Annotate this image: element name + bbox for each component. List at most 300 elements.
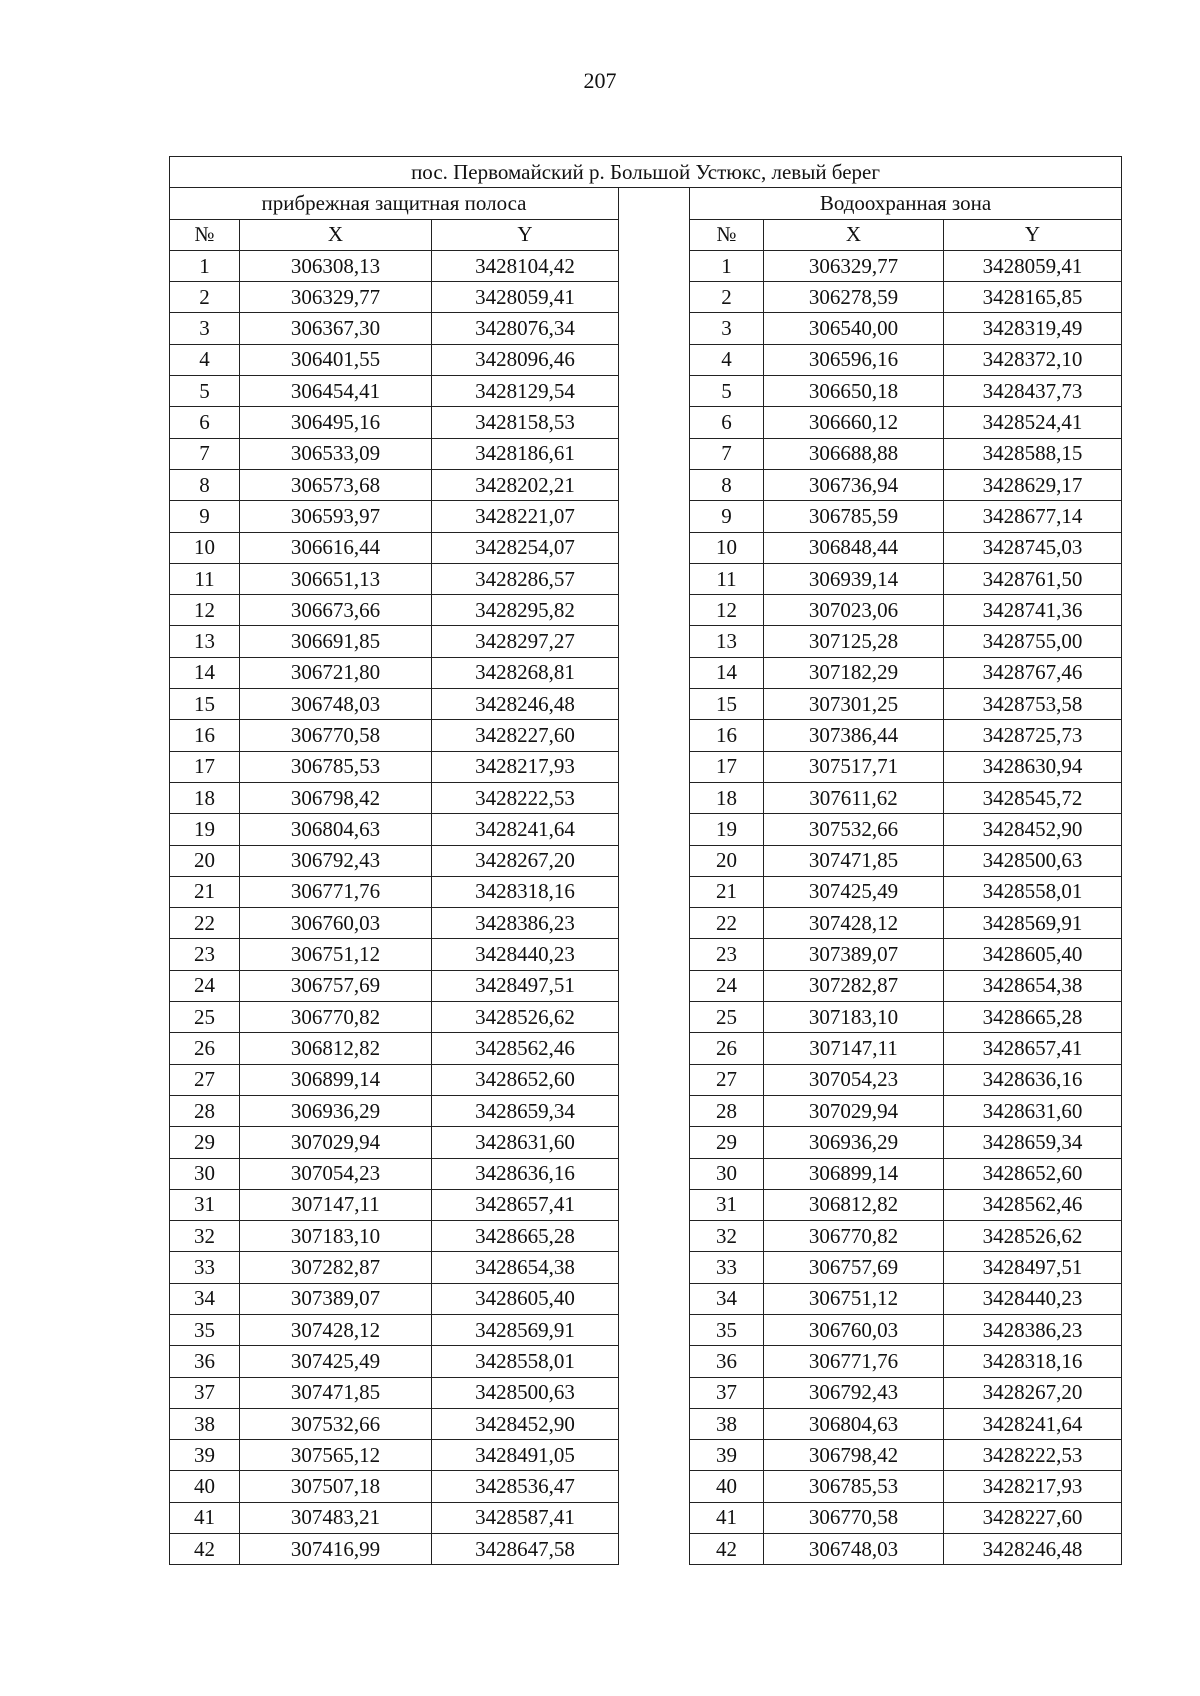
column-gap	[619, 595, 690, 626]
table-row	[170, 657, 1122, 688]
column-gap	[619, 782, 690, 813]
right-y-coordinate: 3428761,50	[944, 563, 1122, 594]
table-row	[170, 1377, 1122, 1408]
left-y-coordinate: 3428286,57	[432, 563, 619, 594]
table-title: пос. Первомайский р. Большой Устюкс, левый берег	[170, 157, 1122, 188]
left-x-coordinate: 306785,53	[240, 751, 432, 782]
left-y-coordinate: 3428631,60	[432, 1127, 619, 1158]
left-y-coordinate: 3428665,28	[432, 1221, 619, 1252]
left-point-number: 9	[170, 501, 240, 532]
left-y-coordinate: 3428129,54	[432, 376, 619, 407]
left-x-coordinate: 306757,69	[240, 970, 432, 1001]
right-y-coordinate: 3428452,90	[944, 814, 1122, 845]
left-point-number: 30	[170, 1158, 240, 1189]
left-x-coordinate: 306691,85	[240, 626, 432, 657]
right-point-number: 15	[690, 689, 764, 720]
right-y-coordinate: 3428318,16	[944, 1346, 1122, 1377]
right-x-coordinate: 307054,23	[764, 1064, 944, 1095]
right-x-coordinate: 306650,18	[764, 376, 944, 407]
left-x-coordinate: 307147,11	[240, 1189, 432, 1220]
left-point-number: 6	[170, 407, 240, 438]
left-y-coordinate: 3428297,27	[432, 626, 619, 657]
group-heading-row	[170, 188, 1122, 219]
left-point-number: 18	[170, 782, 240, 813]
right-x-coordinate: 307471,85	[764, 845, 944, 876]
column-gap	[619, 563, 690, 594]
left-x-coordinate: 307428,12	[240, 1314, 432, 1345]
table-row	[170, 1064, 1122, 1095]
coordinates-table	[169, 156, 1122, 1565]
column-gap	[619, 1408, 690, 1439]
left-point-number: 3	[170, 313, 240, 344]
right-point-number: 8	[690, 469, 764, 500]
right-x-coordinate: 306785,53	[764, 1471, 944, 1502]
right-point-number: 19	[690, 814, 764, 845]
right-point-number: 28	[690, 1095, 764, 1126]
column-header-row	[170, 219, 1122, 250]
left-y-coordinate: 3428440,23	[432, 939, 619, 970]
left-y-coordinate: 3428202,21	[432, 469, 619, 500]
right-x-coordinate: 306757,69	[764, 1252, 944, 1283]
left-y-coordinate: 3428636,16	[432, 1158, 619, 1189]
right-x-coordinate: 307125,28	[764, 626, 944, 657]
right-x-coordinate: 306688,88	[764, 438, 944, 469]
right-x-coordinate: 307389,07	[764, 939, 944, 970]
column-gap	[619, 1534, 690, 1565]
left-y-coordinate: 3428605,40	[432, 1283, 619, 1314]
table-row	[170, 1471, 1122, 1502]
table-row	[170, 876, 1122, 907]
right-point-number: 30	[690, 1158, 764, 1189]
left-point-number: 42	[170, 1534, 240, 1565]
table-row	[170, 595, 1122, 626]
column-gap	[619, 970, 690, 1001]
right-x-coordinate: 306329,77	[764, 250, 944, 281]
left-point-number: 29	[170, 1127, 240, 1158]
table-row	[170, 814, 1122, 845]
right-x-coordinate: 306936,29	[764, 1127, 944, 1158]
right-point-number: 7	[690, 438, 764, 469]
right-x-coordinate: 307428,12	[764, 908, 944, 939]
left-y-coordinate: 3428558,01	[432, 1346, 619, 1377]
left-point-number: 4	[170, 344, 240, 375]
table-row	[170, 1534, 1122, 1565]
right-y-coordinate: 3428267,20	[944, 1377, 1122, 1408]
left-x-coordinate: 306593,97	[240, 501, 432, 532]
right-point-number: 13	[690, 626, 764, 657]
right-y-coordinate: 3428657,41	[944, 1033, 1122, 1064]
right-group-heading: Водоохранная зона	[690, 188, 1122, 219]
right-x-coordinate: 306770,58	[764, 1502, 944, 1533]
column-gap	[619, 1440, 690, 1471]
right-col-y-header: Y	[944, 219, 1122, 250]
left-x-coordinate: 307471,85	[240, 1377, 432, 1408]
table-row	[170, 908, 1122, 939]
left-x-coordinate: 306573,68	[240, 469, 432, 500]
left-point-number: 38	[170, 1408, 240, 1439]
table-row	[170, 1408, 1122, 1439]
table-row	[170, 313, 1122, 344]
right-x-coordinate: 306736,94	[764, 469, 944, 500]
right-y-coordinate: 3428665,28	[944, 1002, 1122, 1033]
left-y-coordinate: 3428221,07	[432, 501, 619, 532]
right-point-number: 21	[690, 876, 764, 907]
right-y-coordinate: 3428246,48	[944, 1534, 1122, 1565]
column-gap	[619, 814, 690, 845]
left-y-coordinate: 3428076,34	[432, 313, 619, 344]
left-point-number: 34	[170, 1283, 240, 1314]
right-point-number: 20	[690, 845, 764, 876]
left-point-number: 1	[170, 250, 240, 281]
left-point-number: 28	[170, 1095, 240, 1126]
left-y-coordinate: 3428222,53	[432, 782, 619, 813]
right-point-number: 23	[690, 939, 764, 970]
left-y-coordinate: 3428657,41	[432, 1189, 619, 1220]
right-point-number: 36	[690, 1346, 764, 1377]
left-col-y-header: Y	[432, 219, 619, 250]
left-x-coordinate: 306804,63	[240, 814, 432, 845]
right-y-coordinate: 3428636,16	[944, 1064, 1122, 1095]
left-x-coordinate: 307483,21	[240, 1502, 432, 1533]
right-y-coordinate: 3428677,14	[944, 501, 1122, 532]
table-row	[170, 845, 1122, 876]
left-point-number: 13	[170, 626, 240, 657]
right-point-number: 40	[690, 1471, 764, 1502]
right-x-coordinate: 306804,63	[764, 1408, 944, 1439]
right-point-number: 16	[690, 720, 764, 751]
right-y-coordinate: 3428319,49	[944, 313, 1122, 344]
table-row	[170, 1440, 1122, 1471]
right-y-coordinate: 3428659,34	[944, 1127, 1122, 1158]
right-x-coordinate: 307532,66	[764, 814, 944, 845]
left-y-coordinate: 3428096,46	[432, 344, 619, 375]
right-point-number: 22	[690, 908, 764, 939]
column-gap	[619, 1002, 690, 1033]
column-gap	[619, 1283, 690, 1314]
left-y-coordinate: 3428452,90	[432, 1408, 619, 1439]
table-row	[170, 720, 1122, 751]
table-row	[170, 563, 1122, 594]
table-row	[170, 939, 1122, 970]
left-x-coordinate: 306454,41	[240, 376, 432, 407]
table-row	[170, 1314, 1122, 1345]
right-point-number: 37	[690, 1377, 764, 1408]
left-point-number: 14	[170, 657, 240, 688]
column-gap	[619, 1064, 690, 1095]
right-point-number: 34	[690, 1283, 764, 1314]
column-gap	[619, 1158, 690, 1189]
table-row	[170, 1189, 1122, 1220]
page-number: 207	[583, 68, 617, 93]
left-col-x-header: X	[240, 219, 432, 250]
left-y-coordinate: 3428059,41	[432, 282, 619, 313]
column-gap	[619, 876, 690, 907]
table-title-row	[170, 157, 1122, 188]
left-x-coordinate: 307425,49	[240, 1346, 432, 1377]
left-y-coordinate: 3428491,05	[432, 1440, 619, 1471]
right-point-number: 42	[690, 1534, 764, 1565]
left-y-coordinate: 3428158,53	[432, 407, 619, 438]
right-y-coordinate: 3428440,23	[944, 1283, 1122, 1314]
column-gap	[619, 1095, 690, 1126]
column-gap	[619, 1471, 690, 1502]
left-point-number: 11	[170, 563, 240, 594]
left-y-coordinate: 3428186,61	[432, 438, 619, 469]
column-gap	[619, 845, 690, 876]
left-point-number: 16	[170, 720, 240, 751]
right-point-number: 25	[690, 1002, 764, 1033]
right-y-coordinate: 3428241,64	[944, 1408, 1122, 1439]
table-row	[170, 250, 1122, 281]
right-point-number: 11	[690, 563, 764, 594]
left-point-number: 19	[170, 814, 240, 845]
right-point-number: 26	[690, 1033, 764, 1064]
left-x-coordinate: 306760,03	[240, 908, 432, 939]
right-x-coordinate: 307147,11	[764, 1033, 944, 1064]
column-gap	[619, 1252, 690, 1283]
left-point-number: 2	[170, 282, 240, 313]
left-x-coordinate: 306751,12	[240, 939, 432, 970]
left-x-coordinate: 306770,58	[240, 720, 432, 751]
right-y-coordinate: 3428524,41	[944, 407, 1122, 438]
column-gap	[619, 1346, 690, 1377]
left-point-number: 41	[170, 1502, 240, 1533]
right-x-coordinate: 307182,29	[764, 657, 944, 688]
right-point-number: 38	[690, 1408, 764, 1439]
left-point-number: 8	[170, 469, 240, 500]
right-x-coordinate: 306939,14	[764, 563, 944, 594]
left-point-number: 31	[170, 1189, 240, 1220]
left-x-coordinate: 307565,12	[240, 1440, 432, 1471]
left-point-number: 24	[170, 970, 240, 1001]
table-row	[170, 751, 1122, 782]
column-gap	[619, 469, 690, 500]
right-point-number: 31	[690, 1189, 764, 1220]
right-y-coordinate: 3428558,01	[944, 876, 1122, 907]
left-y-coordinate: 3428295,82	[432, 595, 619, 626]
column-gap	[619, 438, 690, 469]
right-y-coordinate: 3428497,51	[944, 1252, 1122, 1283]
right-x-coordinate: 307517,71	[764, 751, 944, 782]
table-row	[170, 407, 1122, 438]
left-x-coordinate: 306533,09	[240, 438, 432, 469]
left-x-coordinate: 306673,66	[240, 595, 432, 626]
right-point-number: 27	[690, 1064, 764, 1095]
left-point-number: 33	[170, 1252, 240, 1283]
right-y-coordinate: 3428545,72	[944, 782, 1122, 813]
left-x-coordinate: 306748,03	[240, 689, 432, 720]
table-row	[170, 1127, 1122, 1158]
column-gap	[619, 501, 690, 532]
right-y-coordinate: 3428753,58	[944, 689, 1122, 720]
left-x-coordinate: 306616,44	[240, 532, 432, 563]
left-point-number: 21	[170, 876, 240, 907]
left-point-number: 23	[170, 939, 240, 970]
table-row	[170, 1502, 1122, 1533]
right-point-number: 2	[690, 282, 764, 313]
right-y-coordinate: 3428588,15	[944, 438, 1122, 469]
right-y-coordinate: 3428745,03	[944, 532, 1122, 563]
left-y-coordinate: 3428569,91	[432, 1314, 619, 1345]
column-gap	[619, 532, 690, 563]
table-row	[170, 1283, 1122, 1314]
table-row	[170, 501, 1122, 532]
column-gap	[619, 313, 690, 344]
right-y-coordinate: 3428630,94	[944, 751, 1122, 782]
right-x-coordinate: 307301,25	[764, 689, 944, 720]
right-point-number: 9	[690, 501, 764, 532]
right-y-coordinate: 3428654,38	[944, 970, 1122, 1001]
right-y-coordinate: 3428631,60	[944, 1095, 1122, 1126]
right-point-number: 14	[690, 657, 764, 688]
table-row	[170, 970, 1122, 1001]
table-row	[170, 1158, 1122, 1189]
right-y-coordinate: 3428165,85	[944, 282, 1122, 313]
right-x-coordinate: 306785,59	[764, 501, 944, 532]
column-gap	[619, 1033, 690, 1064]
left-col-number-header: №	[170, 219, 240, 250]
left-x-coordinate: 307029,94	[240, 1127, 432, 1158]
right-x-coordinate: 306899,14	[764, 1158, 944, 1189]
table-row	[170, 469, 1122, 500]
left-point-number: 40	[170, 1471, 240, 1502]
right-point-number: 12	[690, 595, 764, 626]
right-point-number: 4	[690, 344, 764, 375]
left-y-coordinate: 3428500,63	[432, 1377, 619, 1408]
right-y-coordinate: 3428217,93	[944, 1471, 1122, 1502]
left-y-coordinate: 3428647,58	[432, 1534, 619, 1565]
table-row	[170, 1033, 1122, 1064]
left-x-coordinate: 306651,13	[240, 563, 432, 594]
right-y-coordinate: 3428569,91	[944, 908, 1122, 939]
left-x-coordinate: 306721,80	[240, 657, 432, 688]
left-y-coordinate: 3428654,38	[432, 1252, 619, 1283]
column-gap	[619, 1127, 690, 1158]
right-x-coordinate: 307425,49	[764, 876, 944, 907]
left-y-coordinate: 3428536,47	[432, 1471, 619, 1502]
right-y-coordinate: 3428741,36	[944, 595, 1122, 626]
right-y-coordinate: 3428526,62	[944, 1221, 1122, 1252]
column-gap	[619, 376, 690, 407]
table-row	[170, 344, 1122, 375]
left-point-number: 17	[170, 751, 240, 782]
left-y-coordinate: 3428386,23	[432, 908, 619, 939]
left-y-coordinate: 3428526,62	[432, 1002, 619, 1033]
right-y-coordinate: 3428725,73	[944, 720, 1122, 751]
right-y-coordinate: 3428500,63	[944, 845, 1122, 876]
column-gap	[619, 1189, 690, 1220]
table-row	[170, 438, 1122, 469]
table-row	[170, 1221, 1122, 1252]
right-x-coordinate: 306792,43	[764, 1377, 944, 1408]
left-x-coordinate: 306812,82	[240, 1033, 432, 1064]
right-point-number: 3	[690, 313, 764, 344]
column-gap	[619, 1221, 690, 1252]
left-y-coordinate: 3428254,07	[432, 532, 619, 563]
right-x-coordinate: 306798,42	[764, 1440, 944, 1471]
right-col-number-header: №	[690, 219, 764, 250]
left-y-coordinate: 3428246,48	[432, 689, 619, 720]
left-x-coordinate: 306401,55	[240, 344, 432, 375]
right-point-number: 35	[690, 1314, 764, 1345]
right-point-number: 32	[690, 1221, 764, 1252]
right-x-coordinate: 307183,10	[764, 1002, 944, 1033]
left-point-number: 12	[170, 595, 240, 626]
left-y-coordinate: 3428652,60	[432, 1064, 619, 1095]
right-point-number: 17	[690, 751, 764, 782]
left-x-coordinate: 306798,42	[240, 782, 432, 813]
left-point-number: 32	[170, 1221, 240, 1252]
column-gap	[619, 720, 690, 751]
column-gap	[619, 689, 690, 720]
left-point-number: 5	[170, 376, 240, 407]
left-x-coordinate: 306771,76	[240, 876, 432, 907]
column-gap	[619, 407, 690, 438]
left-group-heading: прибрежная защитная полоса	[170, 188, 619, 219]
right-y-coordinate: 3428227,60	[944, 1502, 1122, 1533]
right-x-coordinate: 307386,44	[764, 720, 944, 751]
right-x-coordinate: 306660,12	[764, 407, 944, 438]
right-x-coordinate: 306848,44	[764, 532, 944, 563]
column-gap	[619, 657, 690, 688]
right-y-coordinate: 3428222,53	[944, 1440, 1122, 1471]
right-point-number: 24	[690, 970, 764, 1001]
left-point-number: 27	[170, 1064, 240, 1095]
column-gap	[619, 908, 690, 939]
left-y-coordinate: 3428267,20	[432, 845, 619, 876]
right-x-coordinate: 306278,59	[764, 282, 944, 313]
table-row	[170, 1002, 1122, 1033]
left-x-coordinate: 306367,30	[240, 313, 432, 344]
left-point-number: 10	[170, 532, 240, 563]
left-x-coordinate: 306495,16	[240, 407, 432, 438]
right-x-coordinate: 306751,12	[764, 1283, 944, 1314]
left-y-coordinate: 3428241,64	[432, 814, 619, 845]
right-y-coordinate: 3428629,17	[944, 469, 1122, 500]
right-x-coordinate: 306812,82	[764, 1189, 944, 1220]
left-y-coordinate: 3428104,42	[432, 250, 619, 281]
table-row	[170, 689, 1122, 720]
right-point-number: 6	[690, 407, 764, 438]
right-x-coordinate: 307029,94	[764, 1095, 944, 1126]
right-y-coordinate: 3428652,60	[944, 1158, 1122, 1189]
right-point-number: 10	[690, 532, 764, 563]
right-y-coordinate: 3428605,40	[944, 939, 1122, 970]
left-point-number: 25	[170, 1002, 240, 1033]
right-y-coordinate: 3428372,10	[944, 344, 1122, 375]
left-y-coordinate: 3428217,93	[432, 751, 619, 782]
left-point-number: 39	[170, 1440, 240, 1471]
right-x-coordinate: 307023,06	[764, 595, 944, 626]
left-x-coordinate: 306308,13	[240, 250, 432, 281]
right-x-coordinate: 307611,62	[764, 782, 944, 813]
left-x-coordinate: 306936,29	[240, 1095, 432, 1126]
right-x-coordinate: 306770,82	[764, 1221, 944, 1252]
table-row	[170, 532, 1122, 563]
left-point-number: 26	[170, 1033, 240, 1064]
left-y-coordinate: 3428659,34	[432, 1095, 619, 1126]
left-y-coordinate: 3428268,81	[432, 657, 619, 688]
column-gap	[619, 939, 690, 970]
right-y-coordinate: 3428767,46	[944, 657, 1122, 688]
left-x-coordinate: 306770,82	[240, 1002, 432, 1033]
column-gap	[619, 626, 690, 657]
right-point-number: 33	[690, 1252, 764, 1283]
right-y-coordinate: 3428755,00	[944, 626, 1122, 657]
right-point-number: 5	[690, 376, 764, 407]
right-point-number: 1	[690, 250, 764, 281]
right-point-number: 39	[690, 1440, 764, 1471]
